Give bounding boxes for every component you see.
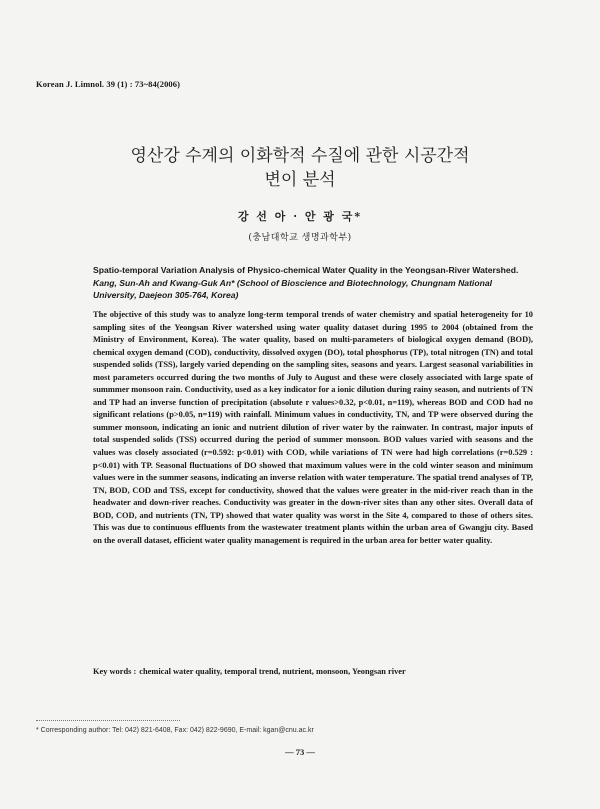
korean-authors: 강 선 아 · 안 광 국* [237,210,363,223]
keywords [93,666,533,679]
keywords-label: Key words : [93,667,137,676]
keywords-text: chemical water quality, temporal trend, nutrient, monsoon, Yeongsan river [139,667,406,676]
english-title: Spatio-temporal Variation Analysis of Physico-chemical Water Quality in the Yeongsan-River Watershed. [93,265,519,275]
abstract-text: The objective of this study was to analyze long-term temporal trends of water chemistry and spatial heterogeneity for 10 sampling sites of the Yeongsan River watershed using water quality dataset during 1995 to 2004 (obtained from the Ministry of Environment, Korea). The water quality, based on multi-parameters of biological oxygen demand (BOD), chemical oxygen demand (COD), conductivity, dissolved oxygen (DO), total phosphorus (TP), total nitrogen (TN) and total suspended solids (TSS), largely varied depending on the sampling sites, seasons and years. Largest seasonal variabilities in most parameters occurred during the two months of July to August and these were closely associated with large spate of summmer monsoon rain. Conductivity, used as a key indicator for a ionic dilution during rainy season, and nutrients of TN and TP had an inverse function of precipitation (absolute r values>0.32, p<0.01, n=119), whereas BOD and COD had no significant relations (p>0.05, n=119) with rainfall. Minimum values in conductivity, TN, and TP were observed during the summer monsoon, indicating an ionic and nutrient dilution of river water by the rainwater. In contrast, major inputs of total suspended solids (TSS) occurred during the period of summer monsoon. BOD values varied with seasons and the values was closely associated (r=0.592: p<0.01) with COD, while variations of TN were had high correlations (r=0.529 : p<0.01) with TP. Seasonal fluctuations of DO showed that maximum values were in the cold winter season and minimum values were in the summer seasons, indicating an inverse relation with water temperature. The spatial trend analyses of TP, TN, BOD, COD and TSS, except for conductivity, showed that the values were greater in the mid-river reach than in the headwater and down-river reaches. Conductivity was greater in the down-river sites than any other sites. Overall data of BOD, COD, and nutrients (TN, TP) showed that water quality was worst in the Site 4, compared to those of others sites. This was due to continuous effluents from the wastewater treatment plants within the urban area of Gwangju city. Based on the overall dataset, efficient water quality management is required in the urban area for better water quality. [93,310,533,545]
abstract [93,309,533,547]
english-title-block [93,264,533,302]
corresponding-author-footnote: * Corresponding author: Tel: 042) 821-6408, Fax: 042) 822-9690, E-mail: kgan@cnu.ac.kr [36,727,314,734]
english-authors-affiliation: Kang, Sun-Ah and Kwang-Guk An* (School of Bioscience and Biotechnology, Chungnam National University, Daejeon 305-764, Korea) [93,277,492,301]
page-number: — 73 — [285,747,315,757]
korean-title-line-1: 영산강 수계의 이화학적 수질에 관한 시공간적 [130,146,470,166]
journal-citation: Korean J. Limnol. 39 (1) : 73~84(2006) [36,79,181,89]
korean-title-line-2: 변이 분석 [264,170,336,190]
korean-affiliation: (충남대학교 생명과학부) [248,233,352,243]
korean-title [0,144,600,192]
footnote-divider [36,720,180,721]
